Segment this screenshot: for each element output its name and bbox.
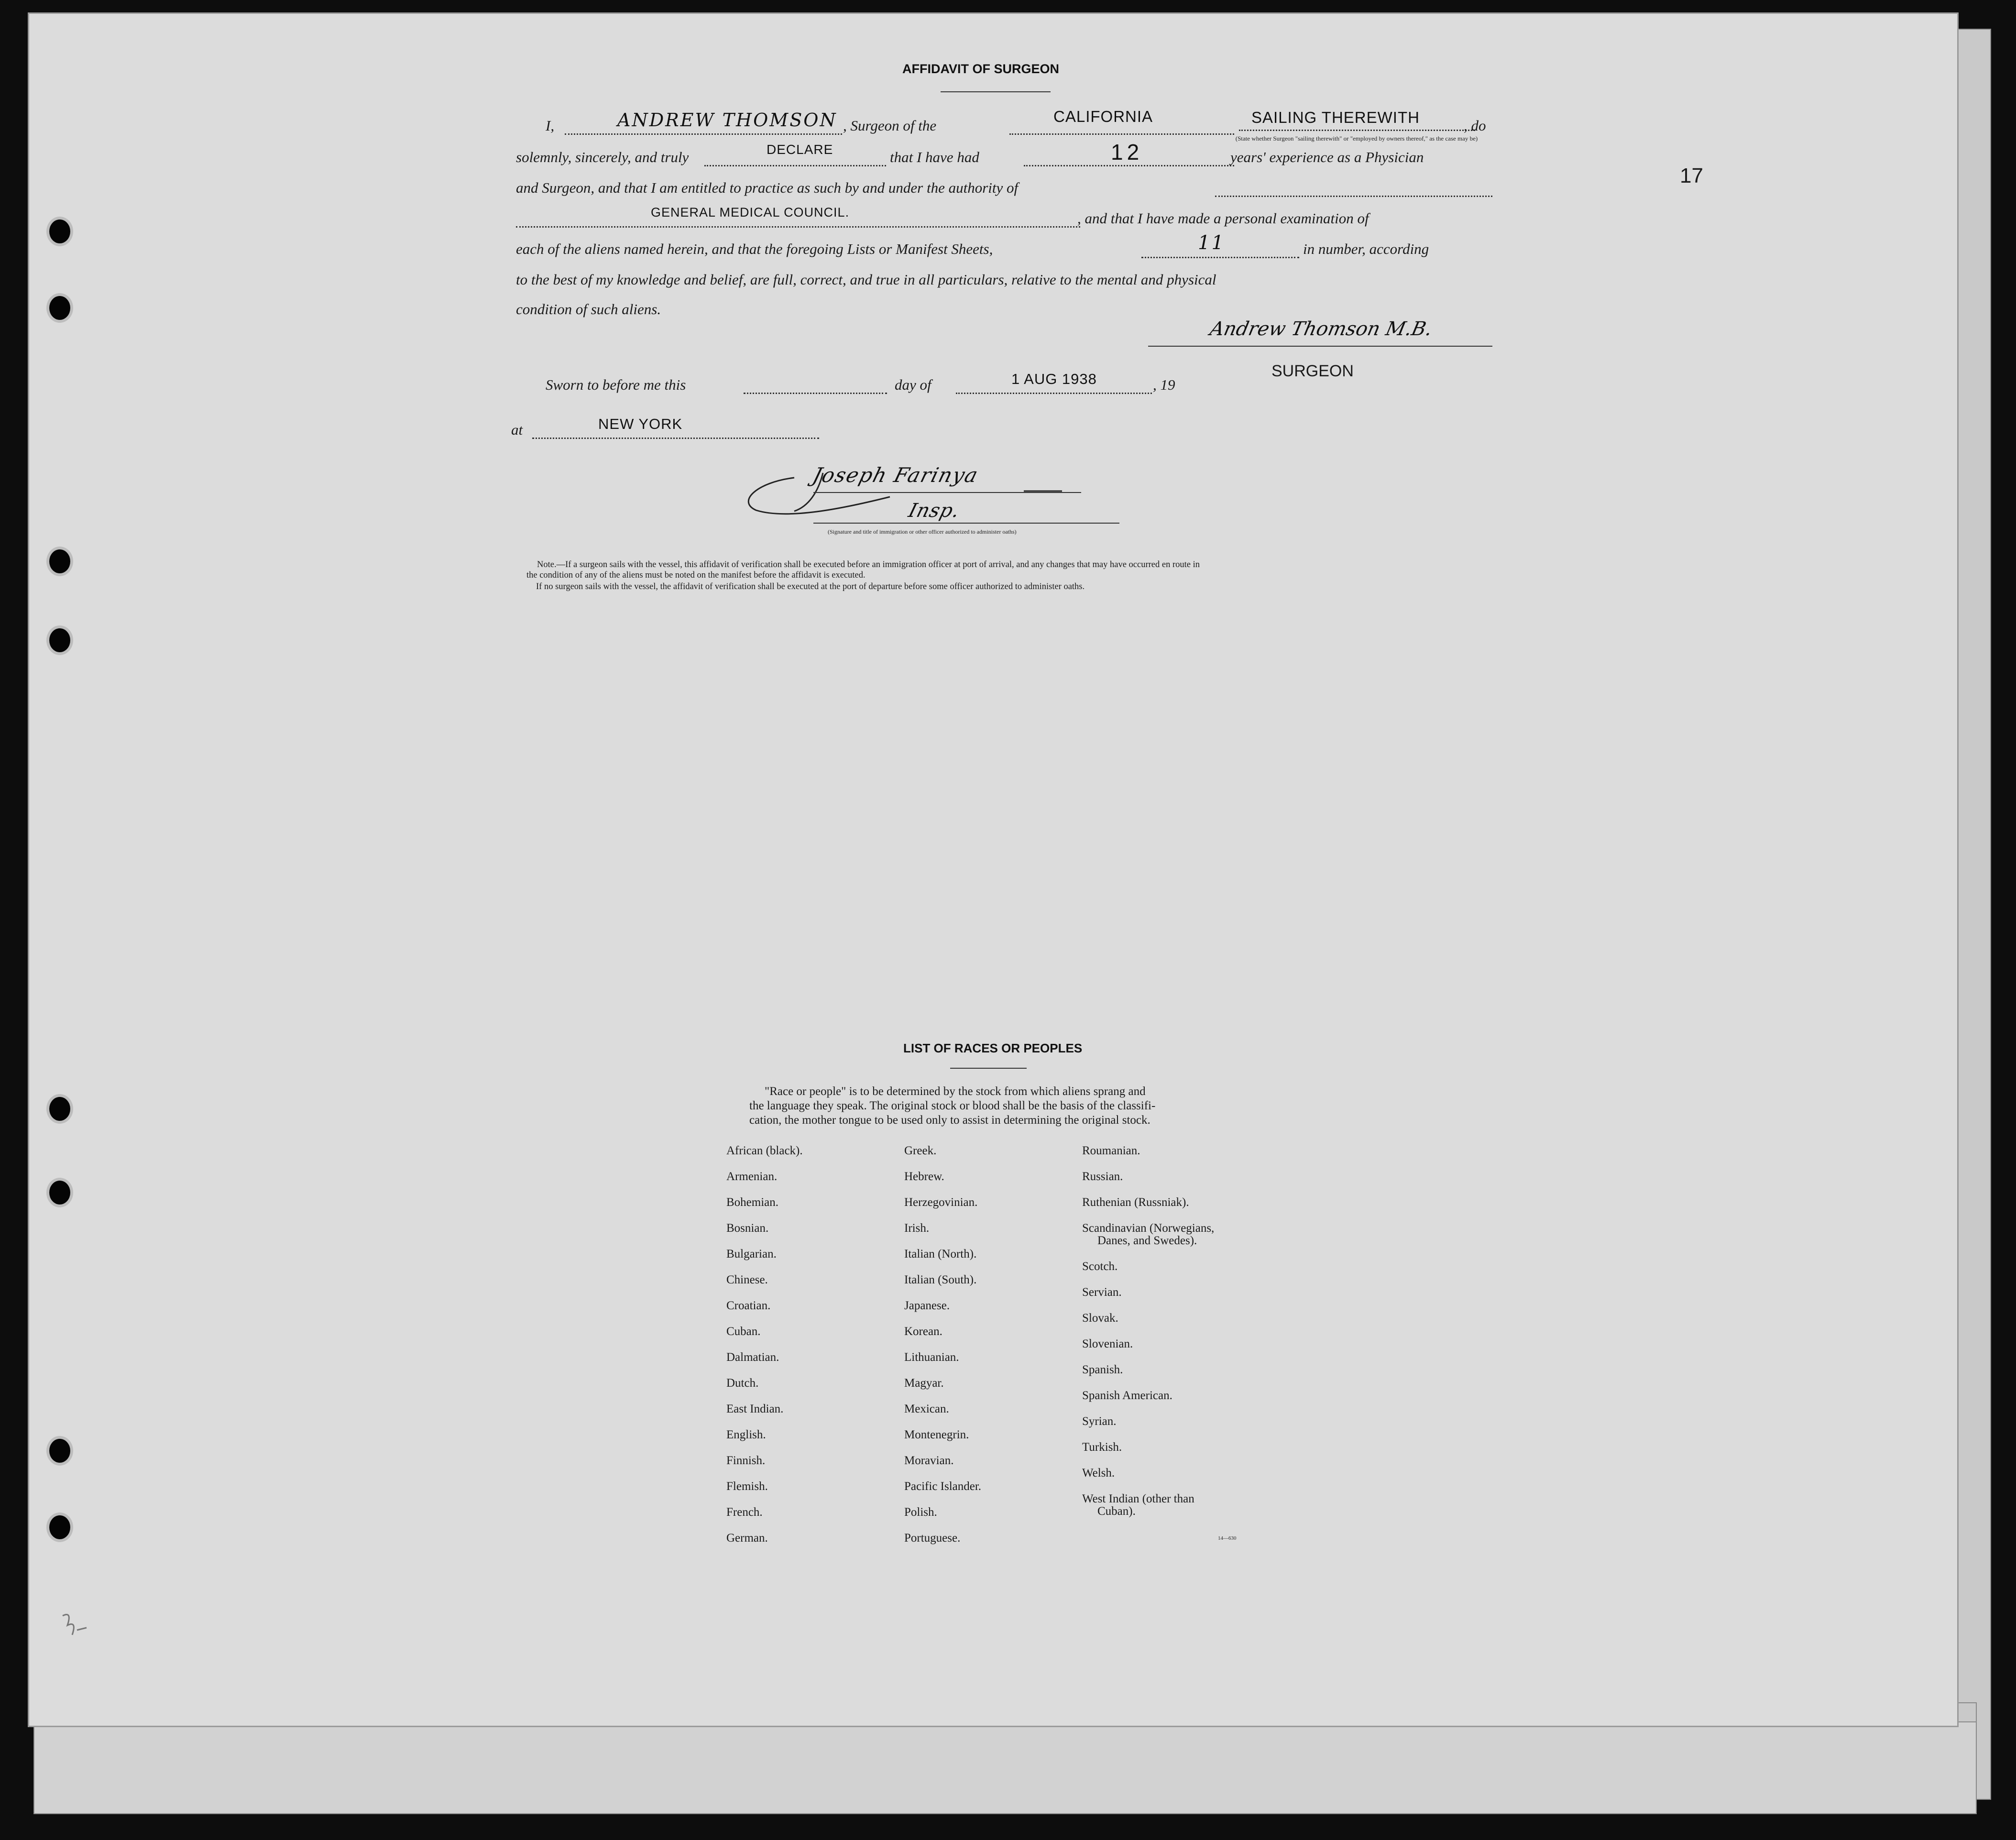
race-item: Finnish.: [726, 1454, 766, 1467]
line1-mid: , Surgeon of the: [843, 117, 937, 134]
sworn-day-line: [744, 393, 887, 394]
race-item: Portuguese.: [904, 1532, 961, 1544]
punch-hole: [49, 1515, 70, 1539]
status-line: [1239, 130, 1475, 131]
sworn-year-prefix: , 19: [1153, 376, 1175, 393]
note-line3: If no surgeon sails with the vessel, the affidavit of verification shall be executed at the port of departure before some officer authorized to administer oaths.: [536, 582, 1085, 591]
surgeon-signature-line: [1148, 346, 1492, 347]
oath-word: DECLARE: [767, 142, 833, 157]
race-item: Bohemian.: [726, 1196, 779, 1209]
punch-hole: [49, 1097, 70, 1121]
line5-tail: in number, according: [1303, 241, 1429, 257]
race-item: Bosnian.: [726, 1222, 769, 1235]
line2-lead: solemnly, sincerely, and truly: [516, 149, 689, 165]
race-item: Polish.: [904, 1506, 937, 1519]
race-item: Slovak.: [1082, 1312, 1118, 1325]
officer-title: Insp.: [906, 500, 963, 522]
vessel-name: CALIFORNIA: [1053, 108, 1153, 125]
race-item: Welsh.: [1082, 1467, 1115, 1479]
race-item: Russian.: [1082, 1170, 1123, 1183]
line1-lead: I,: [546, 117, 555, 134]
race-item: Magyar.: [904, 1377, 944, 1390]
note-line1: Note.—If a surgeon sails with the vessel, this affidavit of verification shall be executed before an immigration officer at port of arrival, and any changes that may have occurred en route in: [537, 560, 1200, 570]
line5-lead: each of the aliens named herein, and that the foregoing Lists or Manifest Sheets,: [516, 241, 993, 257]
race-item: Danes, and Swedes).: [1097, 1234, 1197, 1247]
race-item: English.: [726, 1428, 766, 1441]
race-item: Croatian.: [726, 1299, 771, 1312]
sworn-date: 1 AUG 1938: [1011, 371, 1097, 387]
race-item: Lithuanian.: [904, 1351, 959, 1364]
race-item: African (black).: [726, 1144, 803, 1157]
race-item: Bulgarian.: [726, 1248, 777, 1260]
races-intro-2: the language they speak. The original stock or blood shall be the basis of the classifi-: [749, 1099, 1156, 1112]
line7: condition of such aliens.: [516, 301, 661, 318]
race-item: Ruthenian (Russniak).: [1082, 1196, 1189, 1209]
race-item: Cuban).: [1097, 1505, 1136, 1518]
line1-tail: , do: [1464, 117, 1486, 134]
sheets-line: [1141, 257, 1299, 258]
vessel-line: [1009, 133, 1234, 135]
officer-caption: (Signature and title of immigration or other officer authorized to administer oaths): [828, 528, 1017, 535]
race-item: German.: [726, 1532, 768, 1544]
sworn-lead: Sworn to before me this: [546, 376, 686, 393]
officer-title-line: [813, 523, 1119, 524]
line2-mid: that I have had: [890, 149, 979, 165]
race-item: Turkish.: [1082, 1441, 1122, 1454]
race-item: Japanese.: [904, 1299, 950, 1312]
years-line: [1024, 165, 1234, 166]
race-item: Roumanian.: [1082, 1144, 1140, 1157]
punch-hole: [49, 1439, 70, 1463]
surgeon-label: SURGEON: [1271, 362, 1354, 380]
surgeon-name-line: [565, 133, 842, 135]
race-item: Dutch.: [726, 1377, 759, 1390]
page-number: 17: [1680, 164, 1703, 187]
race-item: Hebrew.: [904, 1170, 944, 1183]
races-title: LIST OF RACES OR PEOPLES: [903, 1041, 1083, 1055]
race-item: Syrian.: [1082, 1415, 1117, 1428]
race-item: West Indian (other than: [1082, 1492, 1194, 1505]
race-item: Montenegrin.: [904, 1428, 969, 1441]
pencil-mark: [58, 1606, 96, 1649]
race-item: Flemish.: [726, 1480, 768, 1493]
race-item: Armenian.: [726, 1170, 778, 1183]
officer-signature: Joseph Farinya: [810, 463, 982, 487]
underlying-sheet: [33, 1721, 1977, 1814]
note-line2: the condition of any of the aliens must be noted on the manifest before the affidavit is executed.: [526, 570, 866, 580]
punch-hole: [49, 549, 70, 573]
at-place: NEW YORK: [598, 416, 683, 432]
race-item: French.: [726, 1506, 763, 1519]
races-title-rule: [950, 1068, 1027, 1069]
race-item: Scandinavian (Norwegians,: [1082, 1222, 1215, 1235]
years-count: 12: [1111, 140, 1143, 164]
surgeon-signature: Andrew Thomson M.B.: [1208, 318, 1435, 340]
manifest-page: [28, 12, 1959, 1727]
line3: and Surgeon, and that I am entitled to practice as such by and under the authority of: [516, 179, 1019, 196]
race-item: Chinese.: [726, 1273, 768, 1286]
punch-hole: [49, 628, 70, 652]
authority-line-a: [1215, 196, 1492, 197]
race-item: Italian (South).: [904, 1273, 977, 1286]
authority-name: GENERAL MEDICAL COUNCIL.: [651, 205, 850, 219]
race-item: Cuban.: [726, 1325, 761, 1338]
authority-line-b: [516, 226, 1080, 228]
race-item: Slovenian.: [1082, 1337, 1133, 1350]
race-item: Spanish.: [1082, 1363, 1123, 1376]
title-rule: [941, 91, 1051, 92]
race-item: Mexican.: [904, 1402, 949, 1415]
line6: to the best of my knowledge and belief, are full, correct, and true in all particulars, relative to the mental and physical: [516, 271, 1216, 288]
line4-tail: , and that I have made a personal examination of: [1077, 210, 1369, 227]
race-item: Greek.: [904, 1144, 937, 1157]
officer-signature-line: [813, 492, 1081, 493]
race-item: Korean.: [904, 1325, 942, 1338]
race-item: Dalmatian.: [726, 1351, 779, 1364]
sworn-date-line: [956, 393, 1152, 394]
surgeon-status: SAILING THEREWITH: [1251, 109, 1420, 126]
races-intro-3: cation, the mother tongue to be used only to assist in determining the original stock.: [749, 1114, 1150, 1127]
punch-hole: [49, 1181, 70, 1205]
race-item: Scotch.: [1082, 1260, 1118, 1273]
race-item: Pacific Islander.: [904, 1480, 982, 1493]
line2-tail: years' experience as a Physician: [1230, 149, 1424, 165]
affidavit-title: AFFIDAVIT OF SURGEON: [902, 62, 1059, 76]
punch-hole: [49, 219, 70, 243]
sheets-count: 11: [1198, 232, 1225, 254]
race-item: Moravian.: [904, 1454, 954, 1467]
form-number: 14—630: [1218, 1535, 1237, 1541]
oath-line: [704, 165, 886, 166]
race-item: Servian.: [1082, 1286, 1122, 1299]
punch-hole: [49, 296, 70, 320]
sworn-day-label: day of: [895, 376, 931, 393]
race-item: East Indian.: [726, 1402, 784, 1415]
surgeon-name: ANDREW THOMSON: [617, 110, 837, 131]
race-item: Spanish American.: [1082, 1389, 1172, 1402]
at-label: at: [511, 421, 523, 438]
race-item: Italian (North).: [904, 1248, 977, 1260]
at-line: [532, 438, 819, 439]
race-item: Herzegovinian.: [904, 1196, 978, 1209]
races-intro-1: "Race or people" is to be determined by the stock from which aliens sprang and: [765, 1085, 1146, 1098]
status-note: (State whether Surgeon "sailing therewith" or "employed by owners thereof," as the case may be): [1235, 135, 1478, 142]
race-item: Irish.: [904, 1222, 930, 1235]
